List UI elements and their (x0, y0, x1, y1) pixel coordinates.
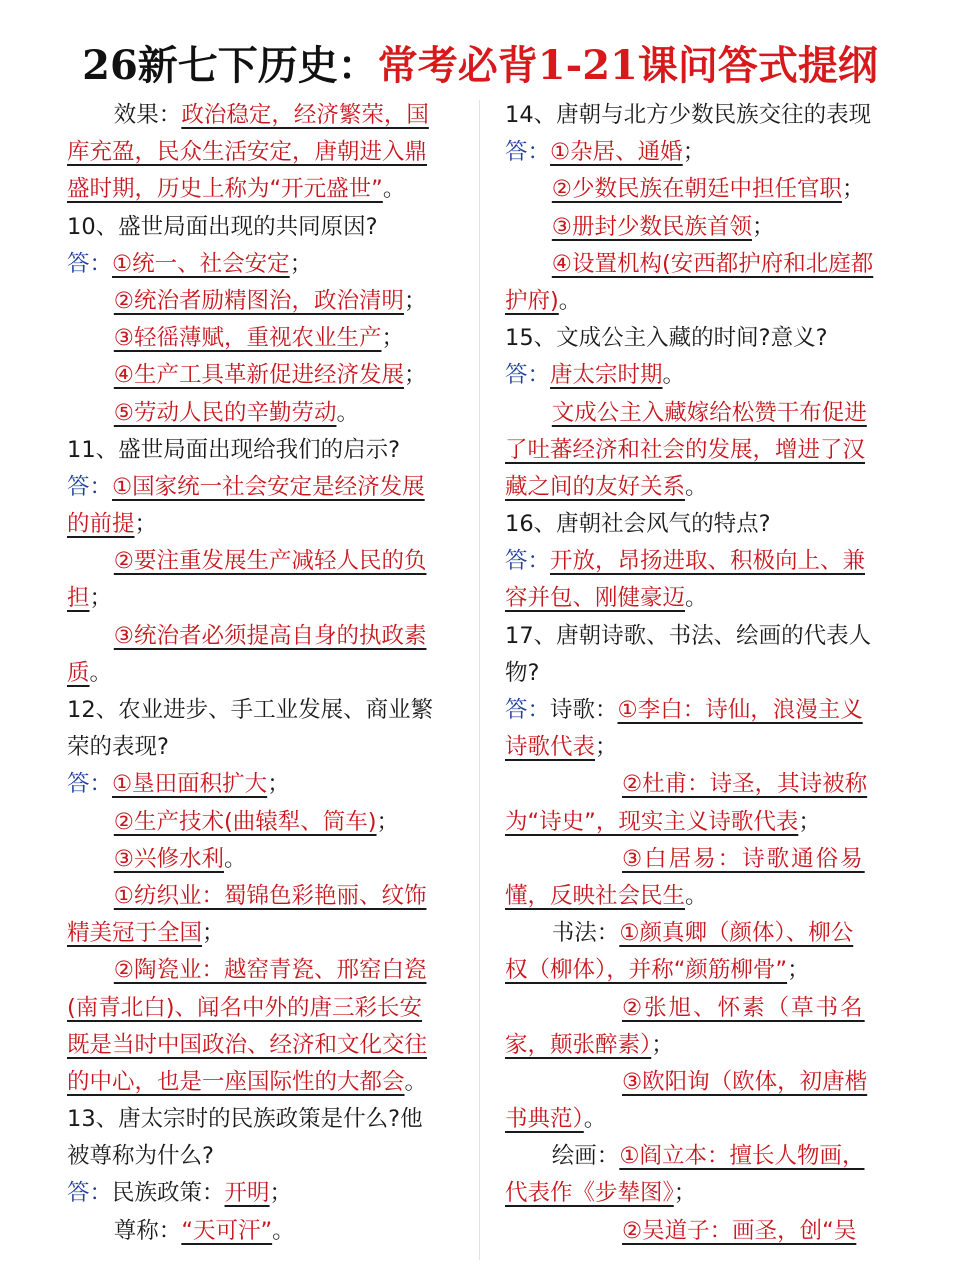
text-line (505, 655, 897, 692)
text-line (505, 878, 897, 915)
question-text: 15、文成公主入藏的时间?意义? (505, 325, 828, 352)
answer-highlight: 的中心，也是一座国际性的大都会 (67, 1068, 405, 1095)
answer-prefix: 答： (505, 697, 551, 723)
text-line (505, 246, 897, 283)
answer-highlight: 护府) (505, 287, 559, 314)
answer-highlight: ②杜甫：诗圣，其诗被称 (622, 771, 868, 798)
text-line (67, 320, 459, 357)
text-line (505, 320, 897, 357)
text-line (505, 134, 897, 171)
punctuation: ； (381, 325, 404, 352)
answer-highlight: ①纺织业：蜀锦色彩艳丽、纹饰 (113, 882, 427, 909)
answer-highlight: ③统治者必须提高自身的执政素 (113, 622, 427, 649)
punctuation: 。 (272, 1217, 295, 1244)
text-line (505, 915, 897, 952)
answer-highlight: ①李白：诗仙，浪漫主义 (617, 697, 863, 723)
punctuation: 。 (404, 1068, 428, 1095)
text-line (67, 506, 459, 543)
answer-prefix: 答： (67, 473, 113, 500)
page-title (0, 38, 960, 94)
answer-highlight: 质 (67, 659, 90, 686)
label-text: 绘画： (551, 1143, 620, 1170)
text-line (67, 469, 459, 506)
answer-highlight: 书典范） (505, 1106, 584, 1133)
text-line (505, 395, 897, 432)
answer-highlight: ②要注重发展生产减轻人民的负 (113, 548, 427, 575)
answer-prefix: 答： (505, 139, 551, 166)
punctuation: 。 (223, 845, 247, 872)
text-line (67, 209, 459, 246)
punctuation: ； (787, 957, 810, 984)
text-line (67, 655, 459, 692)
punctuation: ； (289, 250, 313, 277)
text-line (505, 1064, 897, 1101)
question-text: 13、唐太宗时的民族政策是什么?他 (67, 1106, 423, 1133)
text-line (67, 729, 459, 766)
answer-highlight: ③册封少数民族首领 (551, 213, 752, 240)
answer-highlight: ③轻徭薄赋，重视农业生产 (113, 325, 382, 352)
answer-highlight: ②少数民族在朝廷中担任官职 (551, 176, 842, 203)
text-line (505, 171, 897, 208)
text-line (67, 171, 459, 208)
text-line (67, 618, 459, 655)
title-highlight: 常考必背1-21课问答式提纲 (377, 42, 878, 89)
punctuation: 。 (336, 399, 359, 426)
punctuation: ； (682, 139, 706, 166)
punctuation: 。 (558, 287, 582, 314)
text-line (505, 543, 897, 580)
punctuation: ； (202, 920, 225, 947)
text-line (67, 1101, 459, 1138)
question-text: 14、唐朝与北方少数民族交往的表现 (505, 102, 872, 128)
question-text: 10、盛世局面出现的共同原因? (67, 213, 378, 240)
punctuation: 。 (685, 882, 708, 909)
punctuation: ； (798, 808, 821, 835)
answer-highlight: 的前提 (67, 511, 135, 538)
text-line (67, 766, 459, 803)
text-line (67, 395, 459, 432)
text-line (67, 804, 459, 841)
text-line (505, 618, 897, 655)
punctuation: ； (134, 511, 158, 538)
punctuation: 。 (382, 176, 406, 203)
text-line (505, 1027, 897, 1064)
answer-highlight: ①统一、社会安定 (112, 250, 290, 277)
punctuation: ； (651, 1031, 674, 1058)
text-line (505, 357, 897, 394)
text-line (505, 283, 897, 320)
text-line (505, 432, 897, 469)
text-line (505, 804, 897, 841)
text-line (67, 878, 459, 915)
text-line (67, 1027, 459, 1064)
answer-highlight: ④设置机构(安西都护府和北庭都 (551, 250, 874, 277)
text-line (505, 97, 897, 134)
label-text: 效果： (113, 102, 182, 128)
text-line (505, 1101, 897, 1138)
text-line (67, 580, 459, 617)
left-column (67, 97, 459, 1250)
answer-highlight: ②陶瓷业：越窑青瓷、邢窑白瓷 (113, 957, 427, 984)
punctuation: 。 (685, 585, 708, 612)
answer-highlight: 库充盈，民众生活安定，唐朝进入鼎 (67, 139, 428, 166)
punctuation: ； (267, 771, 290, 798)
text-line (505, 692, 897, 729)
text-line (67, 1064, 459, 1101)
answer-highlight: ②统治者励精图治，政治清明 (113, 287, 404, 314)
text-line (67, 246, 459, 283)
text-line (67, 432, 459, 469)
answer-highlight: 为“诗史”，现实主义诗歌代表 (505, 808, 799, 835)
answer-highlight: ②生产技术(曲辕犁、筒车) (113, 808, 377, 835)
text-line (67, 357, 459, 394)
question-text: 11、盛世局面出现给我们的启示? (67, 436, 401, 463)
text-line (505, 766, 897, 803)
answer-highlight: ⑤劳动人民的辛勤劳动 (113, 399, 337, 426)
answer-highlight: ④生产工具革新促进经济发展 (113, 362, 404, 389)
punctuation: ； (269, 1180, 293, 1207)
question-text: 17、唐朝诗歌、书法、绘画的代表人 (505, 622, 872, 649)
label-text: 民族政策： (112, 1180, 225, 1207)
answer-prefix: 答： (67, 1180, 113, 1207)
answer-highlight: ③白居易：诗歌通俗易 (622, 845, 865, 872)
answer-highlight: 盛时期，历史上称为“开元盛世” (67, 176, 383, 203)
answer-highlight: ①阎立本：擅长人物画， (619, 1143, 865, 1170)
text-line (67, 1175, 459, 1212)
right-column (505, 97, 897, 1250)
punctuation: 。 (89, 659, 113, 686)
punctuation: ； (89, 585, 113, 612)
text-line (505, 209, 897, 246)
punctuation: ； (595, 734, 618, 761)
answer-prefix: 答： (67, 771, 113, 798)
text-line (505, 1138, 897, 1175)
text-line (505, 841, 897, 878)
text-line (67, 134, 459, 171)
answer-highlight: “天可汗” (181, 1217, 273, 1244)
answer-prefix: 答： (67, 250, 113, 277)
column-divider (479, 100, 480, 1260)
text-line (505, 990, 897, 1027)
answer-highlight: 权（柳体），并称“颜筋柳骨” (505, 957, 788, 984)
answer-highlight: ①国家统一社会安定是经济发展 (112, 473, 425, 500)
text-line (67, 915, 459, 952)
text-line (505, 469, 897, 506)
answer-highlight: 文成公主入藏嫁给松赞干布促进 (551, 399, 867, 426)
punctuation: 。 (662, 362, 686, 389)
label-text: 书法： (551, 920, 620, 947)
answer-highlight: ①垦田面积扩大 (112, 771, 268, 798)
punctuation: ； (673, 1180, 697, 1207)
text-line (67, 97, 459, 134)
title-prefix: 26新七下历史： (82, 42, 378, 89)
answer-highlight: 既是当时中国政治、经济和文化交往 (67, 1031, 428, 1058)
question-text: 物? (505, 659, 540, 686)
text-line (67, 841, 459, 878)
punctuation: ； (403, 287, 427, 314)
answer-highlight: 精美冠于全国 (67, 920, 203, 947)
text-line (505, 506, 897, 543)
text-line (67, 952, 459, 989)
punctuation: 。 (583, 1106, 607, 1133)
answer-highlight: ②吴道子：画圣，创“吴 (622, 1217, 857, 1244)
answer-highlight: ②张旭、怀素（草书名 (622, 994, 865, 1021)
text-line (505, 1175, 897, 1212)
text-line (67, 1213, 459, 1250)
punctuation: ； (751, 213, 775, 240)
answer-highlight: ③兴修水利 (113, 845, 224, 872)
answer-highlight: 担 (67, 585, 90, 612)
answer-highlight: 代表作《步辇图》 (505, 1180, 674, 1207)
punctuation: ； (403, 362, 427, 389)
answer-highlight: 家，颠张醉素） (505, 1031, 652, 1058)
label-text: 诗歌： (550, 697, 618, 723)
answer-highlight: ③欧阳询（欧体，初唐楷 (622, 1068, 868, 1095)
answer-prefix: 答： (505, 548, 551, 575)
text-line (67, 692, 459, 729)
answer-highlight: 开放，昂扬进取、积极向上、兼 (550, 548, 866, 575)
question-text: 荣的表现? (67, 734, 169, 761)
answer-highlight: ①杂居、通婚 (550, 139, 683, 166)
answer-highlight: 诗歌代表 (505, 734, 596, 761)
text-line (505, 580, 897, 617)
text-line (67, 1138, 459, 1175)
answer-highlight: ①颜真卿（颜体）、柳公 (619, 920, 854, 947)
label-text: 尊称： (113, 1217, 182, 1244)
question-text: 12、农业进步、手工业发展、商业繁 (67, 697, 434, 723)
answer-highlight: (南青北白)、闻名中外的唐三彩长安 (67, 994, 423, 1021)
question-text: 被尊称为什么? (67, 1143, 214, 1170)
punctuation: 。 (685, 473, 708, 500)
punctuation: ； (841, 176, 865, 203)
text-line (505, 1213, 897, 1250)
answer-highlight: 容并包、刚健豪迈 (505, 585, 686, 612)
text-line (505, 952, 897, 989)
answer-highlight: 政治稳定，经济繁荣，国 (181, 102, 429, 128)
text-line (67, 283, 459, 320)
answer-prefix: 答： (505, 362, 551, 389)
question-text: 16、唐朝社会风气的特点? (505, 511, 771, 538)
text-line (67, 543, 459, 580)
answer-highlight: 藏之间的友好关系 (505, 473, 686, 500)
punctuation: ； (376, 808, 400, 835)
text-line (505, 729, 897, 766)
text-line (67, 990, 459, 1027)
answer-highlight: 了吐蕃经济和社会的发展，增进了汉 (505, 436, 866, 463)
answer-highlight: 唐太宗时期 (550, 362, 663, 389)
answer-highlight: 懂，反映社会民生 (505, 882, 686, 909)
answer-highlight: 开明 (224, 1180, 270, 1207)
